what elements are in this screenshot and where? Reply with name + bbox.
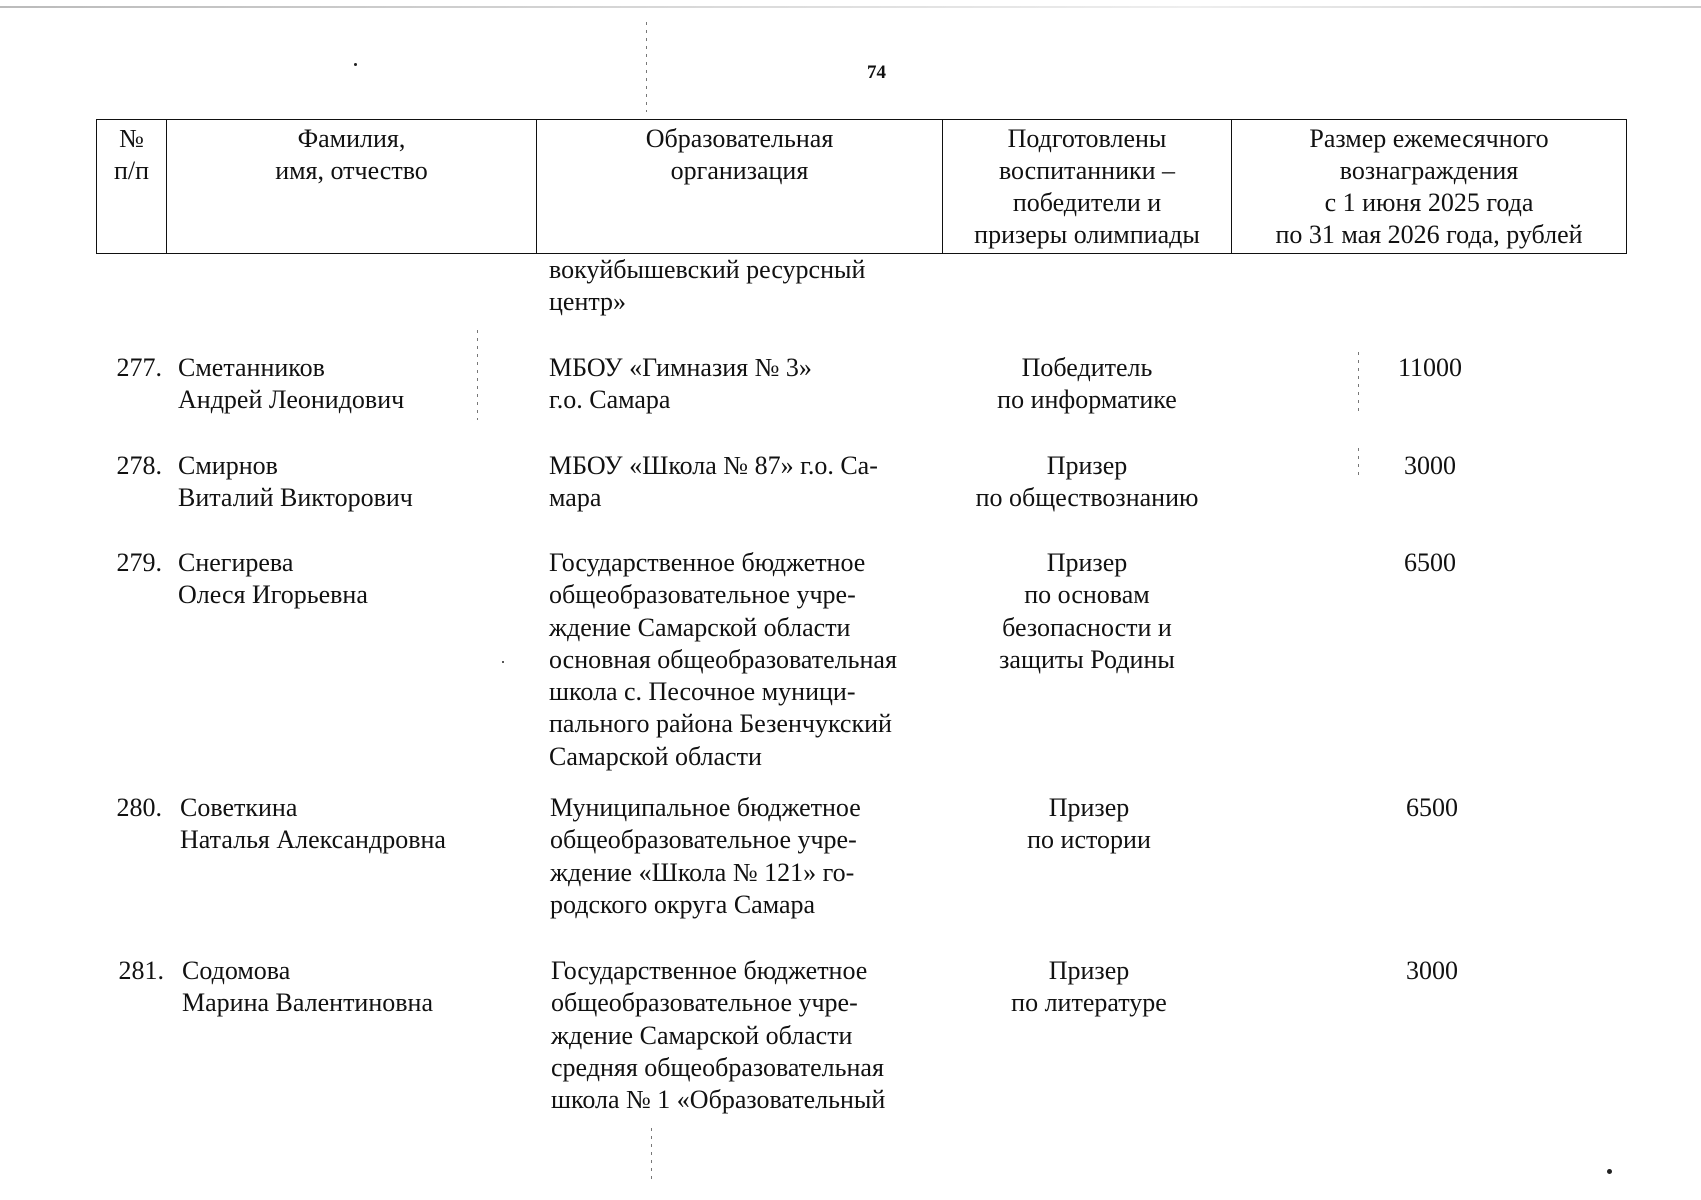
- fold-mark: [1358, 448, 1359, 478]
- row-280-amount: 6500: [1406, 793, 1458, 822]
- row-280-org: Муниципальное бюджетное общеобразовательное учре- ждение «Школа № 121» го- родского округа Самара: [550, 793, 861, 919]
- scan-edge: [0, 6, 1701, 8]
- row-278-name: Смирнов Виталий Викторович: [178, 451, 413, 513]
- page-number: 74: [867, 62, 886, 83]
- fold-mark: [477, 330, 478, 420]
- fold-mark: [1358, 352, 1359, 412]
- header-achievement: Подготовлены воспитанники – победители и призеры олимпиады: [943, 120, 1232, 254]
- row-281-amount: 3000: [1406, 956, 1458, 985]
- row-280-name: Советкина Наталья Александровна: [180, 793, 446, 855]
- row-281-num: 281.: [118, 956, 164, 985]
- scan-speck: [1607, 1169, 1612, 1174]
- row-277-name: Сметанников Андрей Леонидович: [178, 353, 405, 415]
- row-279-achievement: Призер по основам безопасности и защиты Родины: [999, 548, 1175, 674]
- continuation-org: вокуйбышевский ресурсный центр»: [549, 255, 866, 317]
- scan-speck: [354, 63, 357, 66]
- row-279-org: Государственное бюджетное общеобразовательное учре- ждение Самарской области основная общеобразовательная школа с. Песочное муници- пального района Безенчукский Самарской области: [549, 548, 897, 771]
- row-280-num: 280.: [116, 793, 162, 822]
- row-277-achievement: Победитель по информатике: [997, 353, 1177, 415]
- row-279-amount: 6500: [1404, 548, 1456, 577]
- header-org: Образовательная организация: [537, 120, 943, 254]
- row-281-name: Содомова Марина Валентиновна: [182, 956, 433, 1018]
- row-277-org: МБОУ «Гимназия № 3» г.о. Самара: [549, 353, 812, 415]
- row-279-num: 279.: [116, 548, 162, 577]
- row-277-amount: 11000: [1397, 353, 1463, 382]
- row-278-achievement: Призер по обществознанию: [975, 451, 1199, 513]
- row-277-num: 277.: [116, 353, 162, 382]
- row-278-org: МБОУ «Школа № 87» г.о. Са- мара: [549, 451, 878, 513]
- row-278-num: 278.: [116, 451, 162, 480]
- fold-mark: [646, 22, 647, 112]
- header-amount: Размер ежемесячного вознаграждения с 1 июня 2025 года по 31 мая 2026 года, рублей: [1232, 120, 1627, 254]
- header-num: № п/п: [97, 120, 167, 254]
- table-header: [96, 119, 1627, 254]
- fold-mark: [651, 1128, 652, 1180]
- header-name: Фамилия, имя, отчество: [167, 120, 537, 254]
- row-281-org: Государственное бюджетное общеобразовательное учре- ждение Самарской области средняя общеобразовательная школа № 1 «Образовательный: [551, 956, 886, 1115]
- row-281-achievement: Призер по литературе: [1011, 956, 1167, 1018]
- row-278-amount: 3000: [1404, 451, 1456, 480]
- row-279-name: Снегирева Олеся Игорьевна: [178, 548, 368, 610]
- row-280-achievement: Призер по истории: [1027, 793, 1151, 855]
- scan-speck: [502, 661, 504, 663]
